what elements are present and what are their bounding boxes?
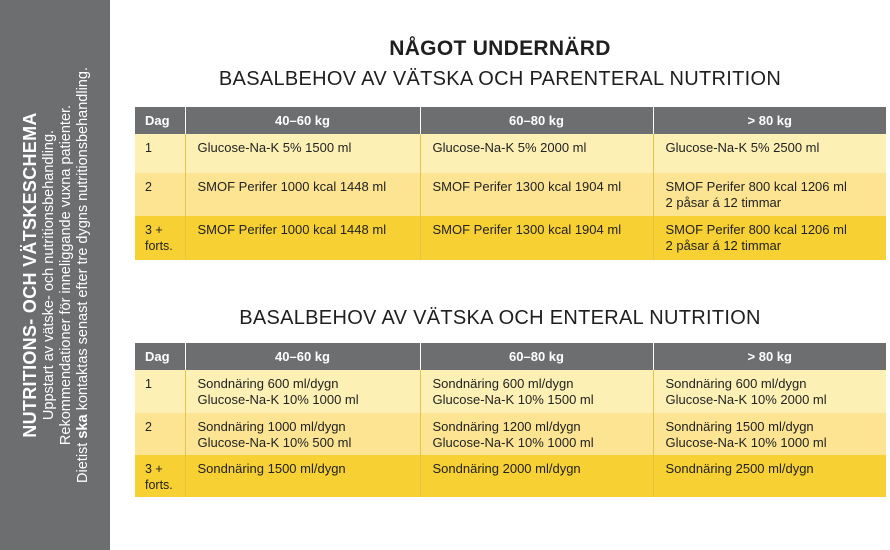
header-weight-60-80: 60–80 kg [420,107,653,134]
header-weight-40-60: 40–60 kg [185,343,420,370]
table-cell: Sondnäring 2500 ml/dygn [653,455,886,497]
sidebar-line-2: Rekommendationer för inneliggande vuxna patienter. [57,104,74,446]
header-weight-over-80: > 80 kg [653,107,886,134]
table-cell: SMOF Perifer 1300 kcal 1904 ml [420,173,653,216]
enteral-table [135,343,886,497]
table-row [135,455,886,497]
header-weight-40-60: 40–60 kg [185,107,420,134]
enteral-title: BASALBEHOV AV VÄTSKA OCH ENTERAL NUTRITION [239,307,761,329]
table-cell: Sondnäring 600 ml/dygn Glucose-Na-K 10% 1000 ml [185,370,420,413]
table-cell: Glucose-Na-K 5% 2500 ml [653,134,886,173]
table-row [135,173,886,216]
header-day: Dag [135,343,185,370]
day-cell: 1 [135,134,185,173]
sidebar-line-3-emphasis: ska [74,414,91,439]
table-row [135,216,886,260]
table-cell: SMOF Perifer 800 kcal 1206 ml 2 påsar á 12 timmar [653,216,886,260]
table-cell: Sondnäring 600 ml/dygn Glucose-Na-K 10% 2000 ml [653,370,886,413]
header-day: Dag [135,107,185,134]
table-cell: SMOF Perifer 1300 kcal 1904 ml [420,216,653,260]
header-weight-over-80: > 80 kg [653,343,886,370]
table-header-row [135,343,886,370]
table-row [135,413,886,455]
day-cell: 1 [135,370,185,413]
table-cell: Sondnäring 1500 ml/dygn Glucose-Na-K 10% 1000 ml [653,413,886,455]
table-cell: SMOF Perifer 1000 kcal 1448 ml [185,216,420,260]
day-cell: 3 + forts. [135,455,185,497]
sidebar-line-3-suffix: kontaktas senast efter tre dygns nutritionsbehandling. [74,67,91,415]
sidebar-line-1: Uppstart av vätske- och nutritionsbehandling. [40,129,57,421]
table-cell: Glucose-Na-K 5% 2000 ml [420,134,653,173]
parenteral-table [135,107,886,260]
table-cell: Sondnäring 1000 ml/dygn Glucose-Na-K 10% 500 ml [185,413,420,455]
table-row [135,370,886,413]
table-row [135,134,886,173]
parenteral-title: BASALBEHOV AV VÄTSKA OCH PARENTERAL NUTRITION [218,68,782,90]
table-cell: Sondnäring 1200 ml/dygn Glucose-Na-K 10% 1000 ml [420,413,653,455]
sidebar [0,0,110,550]
sidebar-text-block [0,0,110,550]
table-cell: Glucose-Na-K 5% 1500 ml [185,134,420,173]
sidebar-line-3 [75,67,92,483]
sidebar-line-3-prefix: Dietist [74,438,91,483]
table-cell: Sondnäring 2000 ml/dygn [420,455,653,497]
page-title: NÅGOT UNDERNÄRD [389,37,611,60]
table-cell: Sondnäring 1500 ml/dygn [185,455,420,497]
sidebar-title: NUTRITIONS- OCH VÄTSKESCHEMA [19,112,40,438]
table-cell: SMOF Perifer 1000 kcal 1448 ml [185,173,420,216]
header-weight-60-80: 60–80 kg [420,343,653,370]
day-cell: 3 + forts. [135,216,185,260]
table-header-row [135,107,886,134]
day-cell: 2 [135,413,185,455]
day-cell: 2 [135,173,185,216]
table-cell: SMOF Perifer 800 kcal 1206 ml 2 påsar á 12 timmar [653,173,886,216]
table-cell: Sondnäring 600 ml/dygn Glucose-Na-K 10% 1500 ml [420,370,653,413]
